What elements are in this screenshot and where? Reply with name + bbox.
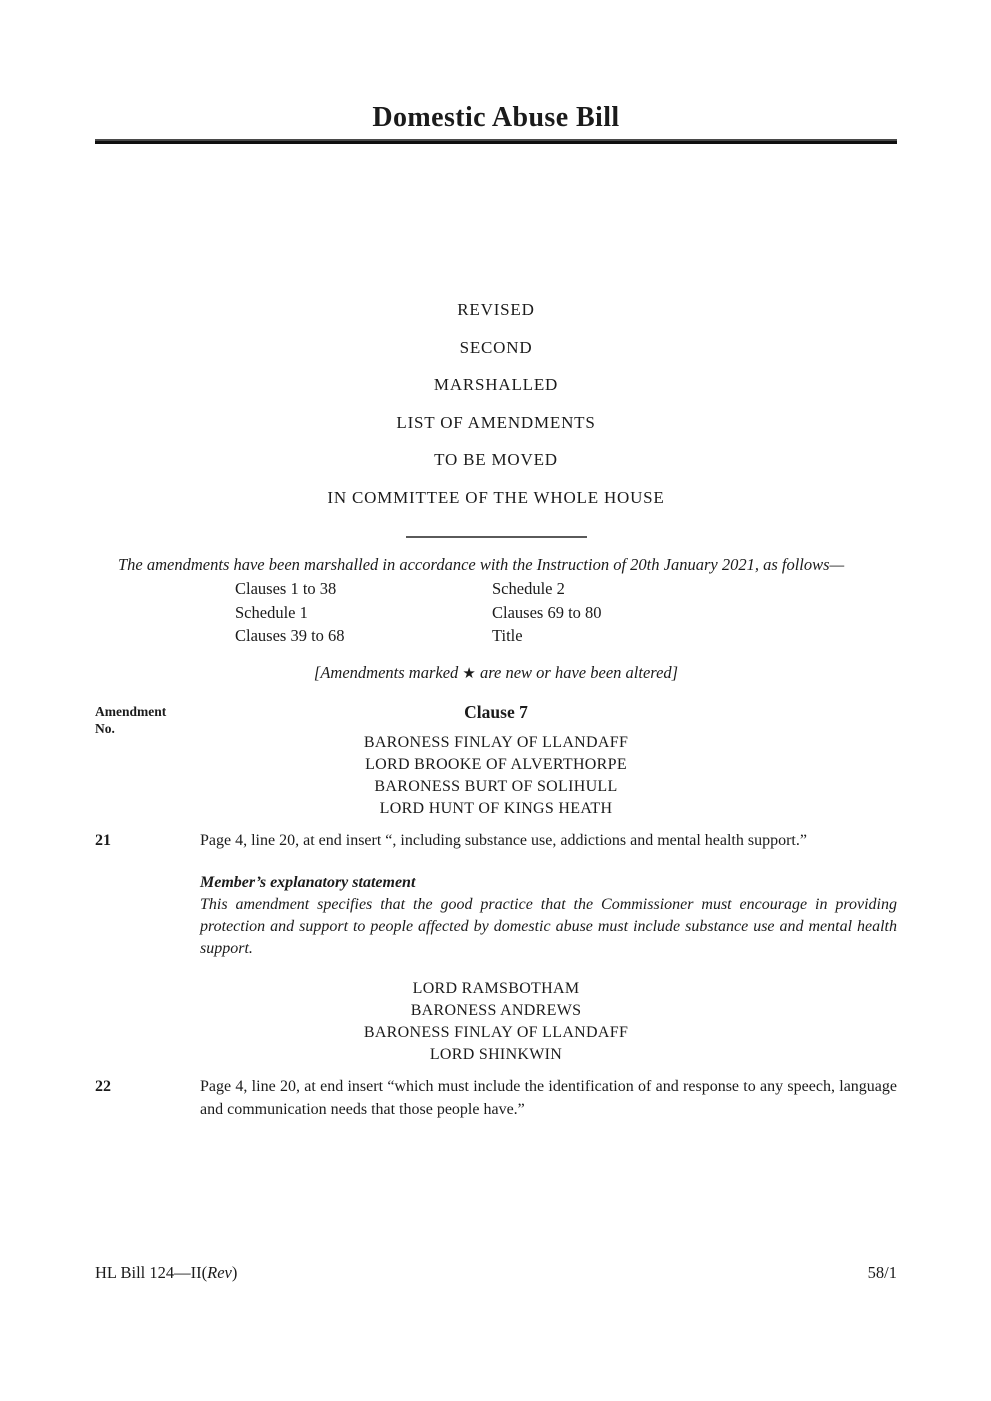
amendment-22	[95, 1075, 897, 1121]
session-number: 58/1	[867, 1263, 897, 1282]
explanatory-statement-text: This amendment specifies that the good practice that the Commissioner must encourage in providing protection and support to people affected by domestic abuse must include substance use and mental health support.	[200, 895, 897, 957]
amendment-21-explanatory-statement	[200, 872, 897, 960]
sponsor-name: LORD SHINKWIN	[429, 1045, 563, 1063]
heading-line-revised: REVISED	[457, 300, 535, 319]
marshalling-item: Clauses 1 to 38	[235, 579, 337, 598]
bill-reference-rev: Rev	[207, 1263, 232, 1282]
bill-reference	[95, 1263, 237, 1283]
explanatory-statement-heading: Member’s explanatory statement	[200, 873, 416, 891]
document-heading-block	[95, 291, 897, 516]
star-legend-note	[95, 663, 897, 683]
bill-reference-suffix: )	[231, 1263, 238, 1282]
star-note-suffix: are new or have been altered]	[475, 662, 679, 682]
amendment-no-label-line2: No.	[95, 720, 115, 736]
heading-line-committee: IN COMMITTEE OF THE WHOLE HOUSE	[327, 487, 665, 507]
marshalling-item: Clauses 39 to 68	[235, 626, 345, 645]
bill-reference-prefix: HL Bill 124—II(	[95, 1263, 208, 1282]
amendment-no-label-line1: Amendment	[95, 703, 167, 719]
title-double-rule	[95, 139, 897, 144]
marshalling-note: The amendments have been marshalled in accordance with the Instruction of 20th January 2021, as follows—	[118, 555, 845, 574]
section-divider-rule	[406, 536, 587, 538]
sponsor-name: BARONESS FINLAY OF LLANDAFF	[363, 733, 629, 751]
sponsor-name: BARONESS ANDREWS	[410, 1001, 582, 1019]
heading-line-to-be-moved: TO BE MOVED	[434, 450, 558, 469]
page-footer	[95, 1263, 897, 1283]
marshalling-order-columns	[235, 577, 897, 648]
amendment-text: Page 4, line 20, at end insert “which must include the identification of and response to any speech, language and communication needs that those people have.”	[200, 1077, 897, 1118]
marshalling-item: Title	[492, 626, 523, 645]
marshalling-column-left	[235, 577, 492, 648]
clause-header	[95, 700, 897, 736]
marshalling-column-right	[492, 577, 602, 648]
star-note-prefix: [Amendments marked	[313, 662, 463, 682]
marshalling-item: Clauses 69 to 80	[492, 602, 602, 622]
sponsor-name: BARONESS BURT OF SOLIHULL	[374, 777, 618, 795]
heading-line-list-of-amendments: LIST OF AMENDMENTS	[396, 412, 596, 432]
marshalling-item: Schedule 2	[492, 579, 565, 598]
sponsor-name: LORD BROOKE OF ALVERTHORPE	[365, 755, 627, 773]
sponsor-name: BARONESS FINLAY OF LLANDAFF	[363, 1023, 629, 1041]
star-icon: ★	[462, 665, 476, 682]
heading-line-marshalled: MARSHALLED	[433, 375, 559, 394]
amendment-22-sponsors	[95, 978, 897, 1066]
amendment-21-sponsors	[95, 732, 897, 820]
amendment-text: Page 4, line 20, at end insert “, including substance use, addictions and mental health support.”	[200, 831, 807, 849]
amendment-21	[95, 829, 897, 852]
clause-heading: Clause 7	[464, 701, 528, 722]
sponsor-name: LORD RAMSBOTHAM	[412, 979, 580, 997]
bill-title: Domestic Abuse Bill	[372, 102, 620, 133]
marshalling-item: Schedule 1	[235, 602, 308, 622]
heading-line-second: SECOND	[459, 337, 533, 357]
amendment-number: 21	[95, 831, 111, 849]
sponsor-name: LORD HUNT OF KINGS HEATH	[379, 799, 613, 817]
amendment-no-column-label	[95, 703, 166, 737]
amendment-number: 22	[95, 1077, 111, 1095]
